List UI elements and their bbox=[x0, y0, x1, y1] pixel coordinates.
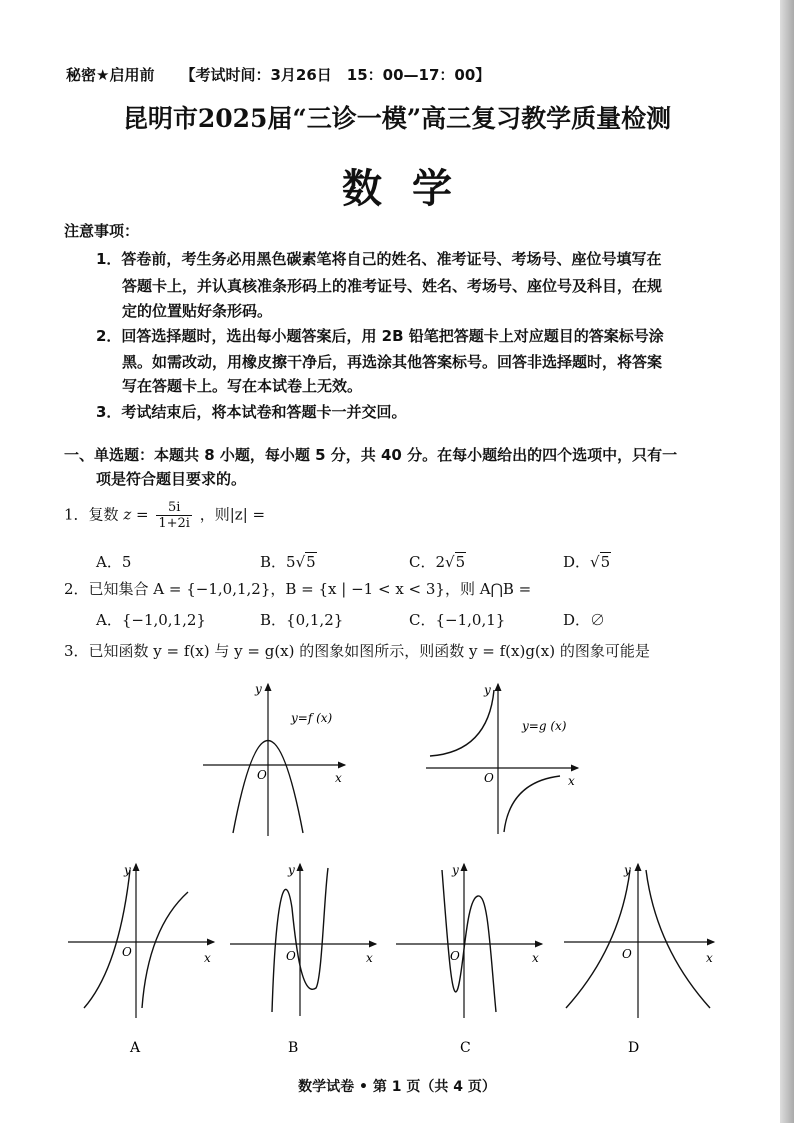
notice-line: 3．考试结束后，将本试卷和答题卡一并交回。 bbox=[96, 403, 407, 421]
option-label: C． bbox=[409, 611, 436, 629]
q1-numerator: 5i bbox=[156, 500, 192, 516]
q1-prefix: 1．复数 bbox=[64, 505, 119, 524]
origin-label: O bbox=[484, 771, 494, 785]
choice-a-label: A bbox=[130, 1040, 141, 1056]
option-radicand: 5 bbox=[455, 553, 466, 571]
choice-b-label: B bbox=[288, 1040, 299, 1056]
q1-fraction bbox=[156, 500, 192, 531]
origin-label: O bbox=[257, 768, 267, 782]
option-radicand: 5 bbox=[306, 553, 316, 571]
question-1 bbox=[64, 500, 265, 531]
q1-option-c: C．2√5 bbox=[409, 553, 466, 571]
choice-d-graph[interactable] bbox=[560, 858, 725, 1058]
q2-option-b bbox=[260, 609, 343, 630]
option-label: C． bbox=[409, 553, 436, 571]
y-label: y bbox=[255, 682, 262, 696]
option-text: {−1,0,1,2} bbox=[121, 611, 206, 629]
q2-option-d bbox=[563, 609, 605, 630]
notice-line: 黑。如需改动，用橡皮擦干净后，再选涂其他答案标号。回答非选择题时，将答案 bbox=[122, 353, 663, 371]
origin-label: O bbox=[450, 949, 460, 963]
x-label: x bbox=[366, 951, 373, 965]
q2-option-c bbox=[409, 609, 505, 630]
option-label: A． bbox=[96, 553, 122, 571]
x-label: x bbox=[568, 774, 575, 788]
curve-label: y=g (x) bbox=[522, 719, 567, 733]
section-heading-cont: 项是符合题目要求的。 bbox=[96, 470, 247, 488]
option-label: B． bbox=[260, 553, 287, 571]
choice-d-label: D bbox=[628, 1040, 640, 1056]
q2-option-a bbox=[96, 609, 206, 630]
option-label: A． bbox=[96, 611, 122, 629]
section-heading: 一、单选题：本题共 8 小题，每小题 5 分，共 40 分。在每小题给出的四个选项中，只有一 bbox=[64, 446, 678, 464]
y-label: y bbox=[624, 863, 631, 877]
question-2: 2．已知集合 A = {−1,0,1,2}，B = {x | −1 < x < 3}，则 A⋂B = bbox=[64, 580, 532, 598]
option-text: 5 bbox=[121, 553, 132, 571]
option-label: B． bbox=[260, 611, 287, 629]
option-text: {−1,0,1} bbox=[435, 611, 506, 629]
choice-b-graph[interactable] bbox=[224, 858, 384, 1058]
q1-z: z = bbox=[123, 505, 149, 524]
choice-c-graph[interactable] bbox=[392, 858, 552, 1058]
graph-g bbox=[420, 678, 590, 838]
page-footer: 数学试卷 • 第 1 页（共 4 页） bbox=[298, 1079, 496, 1095]
question-3: 3．已知函数 y = f(x) 与 y = g(x) 的图象如图所示，则函数 y = f(x)g(x) 的图象可能是 bbox=[64, 642, 650, 660]
curve-g-left bbox=[430, 690, 494, 756]
choice-c-label: C bbox=[460, 1040, 471, 1056]
notice-heading: 注意事项： bbox=[64, 222, 140, 240]
x-label: x bbox=[532, 951, 539, 965]
y-label: y bbox=[452, 863, 459, 877]
q1-option-d: D．√5 bbox=[563, 553, 611, 571]
x-label: x bbox=[204, 951, 211, 965]
curve-g-right bbox=[504, 776, 560, 832]
option-radicand: 5 bbox=[600, 553, 611, 571]
q1-suffix: ，则|z| = bbox=[199, 505, 266, 524]
q1-option-b: B．5√5 bbox=[260, 553, 316, 571]
option-label: D． bbox=[563, 611, 591, 629]
option-coef: 5 bbox=[286, 553, 296, 571]
origin-label: O bbox=[622, 947, 632, 961]
choice-a-graph[interactable] bbox=[64, 858, 224, 1058]
notice-line: 2．回答选择题时，选出每小题答案后，用 2B 铅笔把答题卡上对应题目的答案标号涂 bbox=[96, 327, 664, 345]
notice-line: 定的位置贴好条形码。 bbox=[122, 302, 273, 320]
option-label: D． bbox=[563, 553, 591, 571]
exam-meta bbox=[66, 64, 490, 85]
origin-label: O bbox=[286, 949, 296, 963]
exam-time: 【考试时间：3月26日 15：00—17：00】 bbox=[180, 66, 491, 84]
q1-option-a bbox=[96, 551, 131, 572]
q1-denominator: 1+2i bbox=[158, 516, 190, 531]
x-label: x bbox=[335, 771, 342, 785]
secret-label: 秘密★启用前 bbox=[66, 66, 155, 84]
y-label: y bbox=[124, 863, 131, 877]
exam-title: 昆明市2025届“三诊一模”高三复习教学质量检测 bbox=[122, 104, 672, 133]
option-text: ∅ bbox=[590, 611, 606, 629]
x-label: x bbox=[706, 951, 713, 965]
graph-f bbox=[195, 678, 365, 838]
origin-label: O bbox=[122, 945, 132, 959]
curve-label: y=f (x) bbox=[291, 711, 333, 725]
y-label: y bbox=[484, 683, 491, 697]
notice-line: 答题卡上，并认真核准条形码上的准考证号、姓名、考场号、座位号及科目，在规 bbox=[122, 277, 663, 295]
notice-line: 1．答卷前，考生务必用黑色碳素笔将自己的姓名、准考证号、考场号、座位号填写在 bbox=[96, 250, 662, 268]
subject-title: 数学 bbox=[342, 165, 482, 212]
y-label: y bbox=[288, 863, 295, 877]
option-text: {0,1,2} bbox=[286, 611, 344, 629]
option-coef: 2 bbox=[435, 553, 446, 571]
notice-line: 写在答题卡上。写在本试卷上无效。 bbox=[122, 377, 363, 395]
